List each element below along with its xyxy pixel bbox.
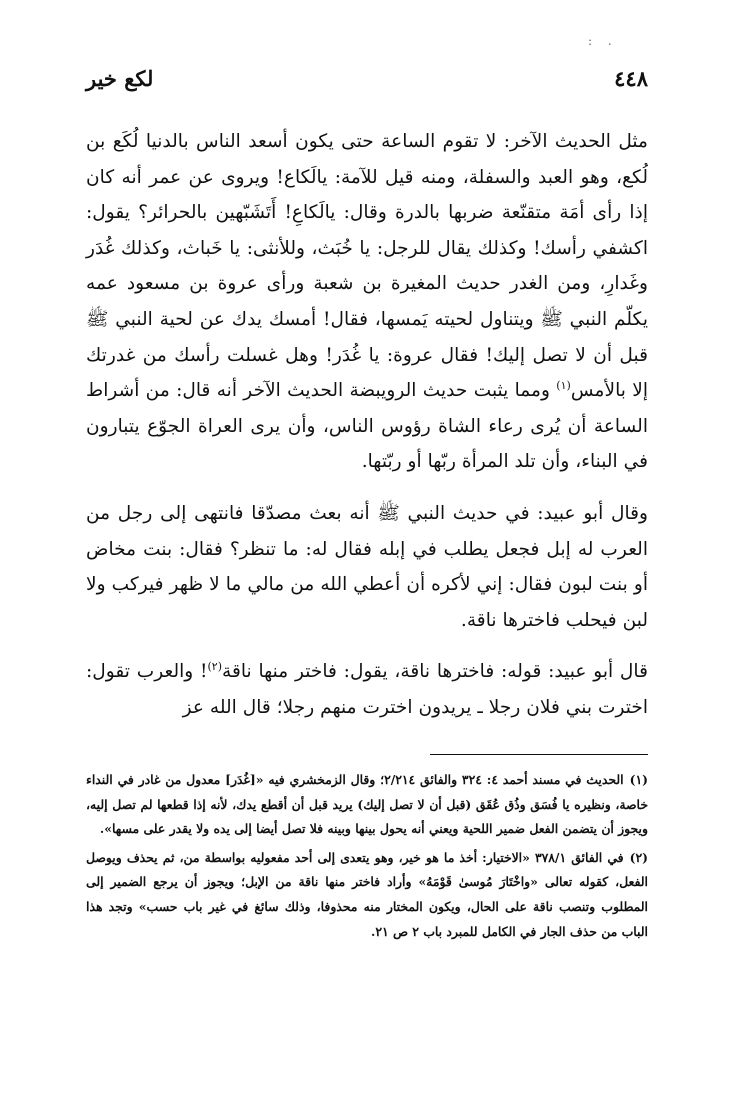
footnote-2-number: (٢) [629, 849, 648, 865]
page-number: ٤٤٨ [614, 66, 648, 91]
running-title: لكع خير [86, 66, 154, 91]
paragraph-1-text-b: ومما يثبت حديث الرويبضة الحديث الآخر أنه قال: من أشراط الساعة أن يُرى رعاء الشاة رؤوس الناس، وأن يرى العراة الجوّع يتبارون في البناء، وأن تلد المرأة ربّها أو ربّتها. [86, 380, 648, 473]
footnotes [86, 768, 648, 948]
footnote-1 [86, 768, 648, 842]
footnote-2 [86, 846, 648, 944]
footnote-1-text: الحديث في مسند أحمد ٤: ٣٢٤ والفائق ٢/٢١٤؛ وقال الزمخشري فيه «[غُدَر] معدول من غادر في النداء خاصة، ونظيره يا فُسَق وذُق عُقَق (قبل أن لا تصل إليك) يريد قبل أن أقطع يدك، لأنه إذا قطعها لم تصل إليه، ويجوز أن يتضمن الفعل ضمير اللحية ويعني أنه يحول بينها وبينه فلا تصل أيضا إلى يده ولا يقدر على مسها». [86, 772, 648, 837]
paragraph-1 [86, 124, 648, 480]
paragraph-3 [86, 654, 648, 725]
corner-marks: : . [588, 34, 618, 48]
footnote-1-number: (١) [629, 772, 649, 787]
page-header [86, 66, 648, 96]
paragraph-3-text-b: ! والعرب تقول: اخترت بني فلان رجلا ـ يريدون اخترت منهم رجلا؛ قال الله عز [86, 661, 648, 718]
paragraph-2: وقال أبو عبيد: في حديث النبي ﷺ أنه بعث مصدّقا فانتهى إلى رجل من العرب له إبل فجعل يطلب في إبله فقال له: ما تنظر؟ فقال: بنت مخاض أو بنت لبون فقال: إني لأكره أن أعطي الله من مالي ما لا ظهر فيركب ولا لبن فيحلب فاخترها ناقة. [86, 502, 648, 631]
footnote-ref-2[interactable]: (٢) [207, 660, 222, 674]
footnote-2-text: في الفائق ٣٧٨/١ «الاختيار: أخذ ما هو خير، وهو يتعدى إلى أحد مفعوليه بواسطة من، ثم يحذف ويوصل الفعل، كقوله تعالى «واخْتَارَ مُوسىٰ قَوْمَهُ» وأراد فاختر منها ناقة من الإبل؛ ويجوز أن يرجع الضمير إلى المطلوب وتنصب ناقة على الحال، ويكون المختار منه محذوفا، وذلك سائغ في غير باب حسب» وتجد هذا الباب من حذف الجار في الكامل للمبرد باب ٢ ص ٢١. [86, 849, 648, 939]
main-text [86, 124, 648, 726]
paragraph-1-text-a: مثل الحديث الآخر: لا تقوم الساعة حتى يكون أسعد الناس بالدنيا لُكَع بن لُكع، وهو العبد والسفلة، ومنه قيل للآمة: يالَكاع! ويروى عن عمر أنه كان إذا رأى أمَة متقنّعة ضربها بالدرة وقال: يالَكاعِ! أَتَشَبّهين بالحرائر؟ يقول: اكشفي رأسك! وكذلك يقال للرجل: يا خُبَث، وللأنثى: يا خَباث، وكذلك غُدَر وغَدارِ، ومن الغدر حديث المغيرة بن شعبة ورأى عروة بن مسعود عمه يكلّم النبي ﷺ ويتناول لحيته يَمسها، فقال! أمسك يدك عن لحية النبي ﷺ قبل أن لا تصل إليك! فقال عروة: يا غُدَر! وهل غسلت رأسك من غدرتك إلا بالأمس [86, 131, 648, 402]
footnote-ref-1[interactable]: (١) [556, 378, 571, 392]
footnote-separator [430, 754, 648, 755]
paragraph-3-text-a: قال أبو عبيد: قوله: فاخترها ناقة، يقول: فاختر منها ناقة [222, 661, 648, 683]
